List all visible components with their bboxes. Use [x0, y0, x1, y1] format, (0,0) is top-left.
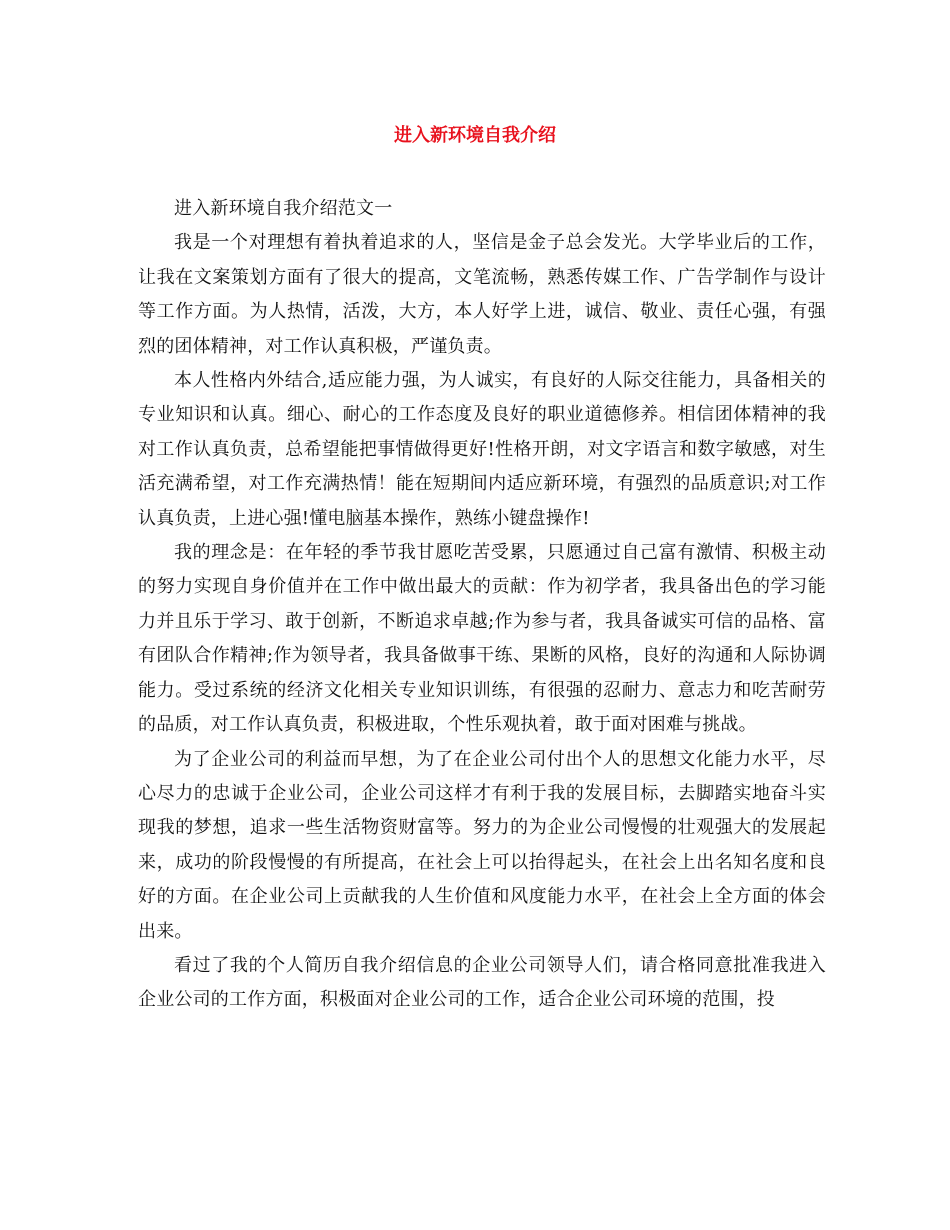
- paragraph: 本人性格内外结合,适应能力强，为人诚实，有良好的人际交往能力，具备相关的专业知识和认真。细心、耐心的工作态度及良好的职业道德修养。相信团体精神的我对工作认真负责，总希望能把事情做得更好!性格开朗，对文字语言和数字敏感，对生活充满希望，对工作充满热情！能在短期间内适应新环境，有强烈的品质意识;对工作认真负责，上进心强!懂电脑基本操作，熟练小键盘操作!: [138, 370, 826, 529]
- document-body: [138, 192, 826, 1018]
- paragraph: 看过了我的个人简历自我介绍信息的企业公司领导人们，请合格同意批准我进入企业公司的工作方面，积极面对企业公司的工作，适合企业公司环境的范围，投: [138, 954, 826, 1011]
- paragraph: 我是一个对理想有着执着追求的人，坚信是金子总会发光。大学毕业后的工作，让我在文案策划方面有了很大的提高，文笔流畅，熟悉传媒工作、广告学制作与设计等工作方面。为人热情，活泼，大方，本人好学上进，诚信、敬业、责任心强，有强烈的团体精神，对工作认真积极，严谨负责。: [138, 232, 826, 357]
- paragraph: 我的理念是：在年轻的季节我甘愿吃苦受累，只愿通过自己富有激情、积极主动的努力实现自身价值并在工作中做出最大的贡献：作为初学者，我具备出色的学习能力并且乐于学习、敢于创新，不断追求卓越;作为参与者，我具备诚实可信的品格、富有团队合作精神;作为领导者，我具备做事干练、果断的风格，良好的沟通和人际协调能力。受过系统的经济文化相关专业知识训练，有很强的忍耐力、意志力和吃苦耐劳的品质，对工作认真负责，积极进取，个性乐观执着，敢于面对困难与挑战。: [138, 542, 826, 736]
- paragraph-heading: 进入新环境自我介绍范文一: [174, 198, 393, 219]
- document-title: 进入新环境自我介绍: [394, 125, 556, 146]
- paragraph: 为了企业公司的利益而早想，为了在企业公司付出个人的思想文化能力水平，尽心尽力的忠诚于企业公司，企业公司这样才有利于我的发展目标，去脚踏实地奋斗实现我的梦想，追求一些生活物资财富等。努力的为企业公司慢慢的壮观强大的发展起来，成功的阶段慢慢的有所提高，在社会上可以抬得起头，在社会上出名知名度和良好的方面。在企业公司上贡献我的人生价值和风度能力水平，在社会上全方面的体会出来。: [138, 748, 826, 942]
